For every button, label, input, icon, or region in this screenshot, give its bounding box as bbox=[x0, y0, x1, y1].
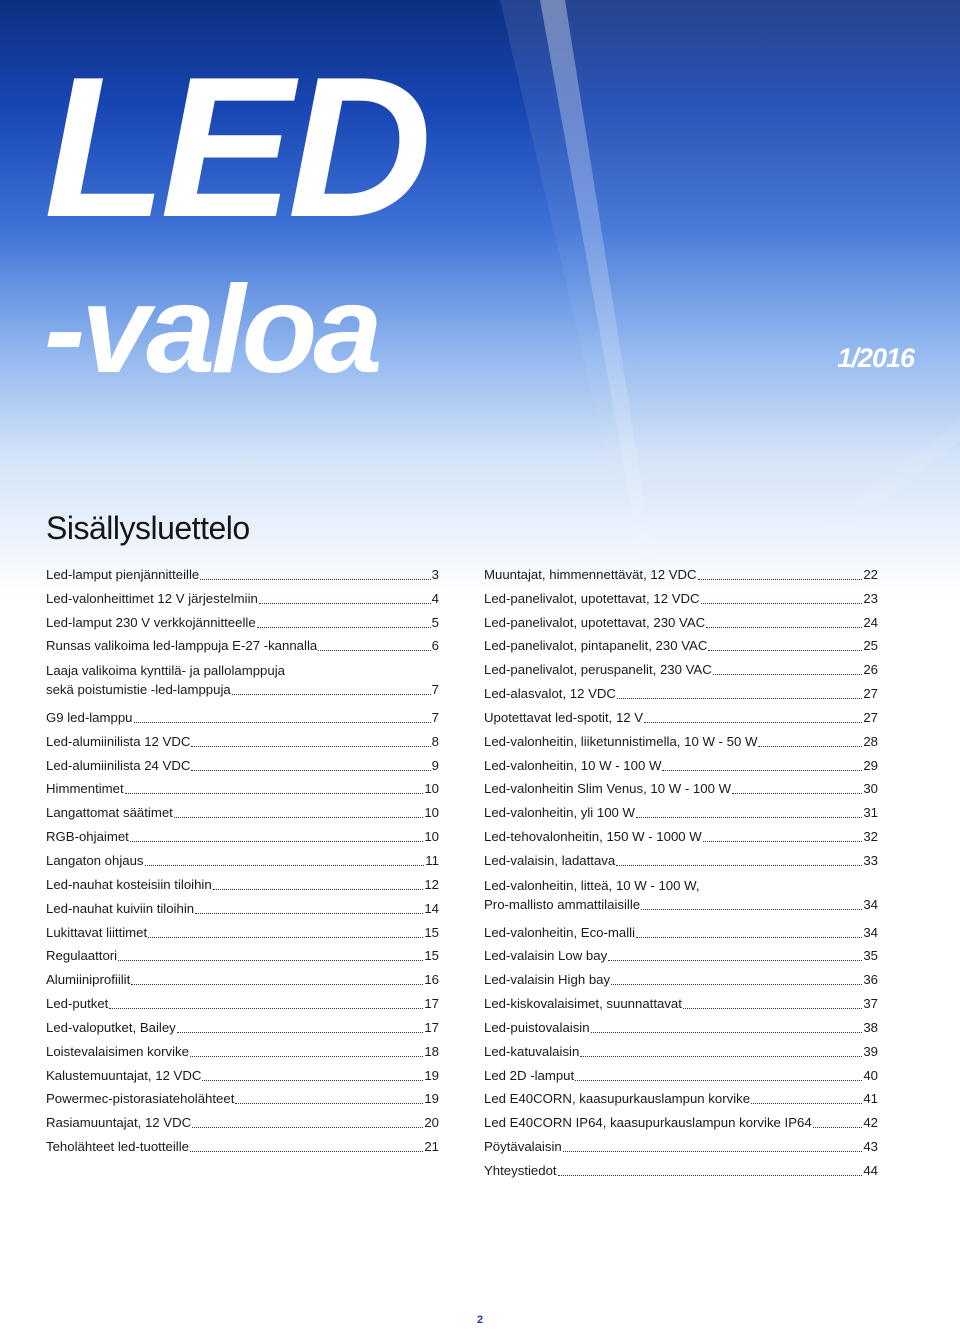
toc-entry bbox=[484, 822, 878, 846]
toc-dot-leader bbox=[558, 1164, 863, 1176]
toc-entry bbox=[484, 1085, 878, 1109]
toc-entry bbox=[46, 989, 439, 1013]
toc-entry bbox=[484, 751, 878, 775]
toc-dot-leader bbox=[318, 639, 430, 651]
toc-dot-leader bbox=[235, 1092, 423, 1104]
toc-entry bbox=[46, 727, 439, 751]
toc-entry-page: 35 bbox=[863, 948, 878, 964]
toc-entry-text: Led-nauhat kuiviin tiloihin bbox=[46, 900, 195, 916]
toc-entry-text: Led-valonheitin, liiketunnistimella, 10 W - 50 W bbox=[484, 733, 758, 749]
toc-entry-text: Led-valaisin High bay bbox=[484, 972, 611, 988]
toc-entry-text: Led 2D -lamput bbox=[484, 1067, 575, 1083]
toc-entry-row bbox=[46, 828, 439, 845]
toc-entry-text: Upotettavat led-spotit, 12 V bbox=[484, 709, 644, 725]
toc-entry-page: 28 bbox=[863, 733, 878, 749]
toc-entry bbox=[46, 894, 439, 918]
toc-entry-page: 11 bbox=[425, 852, 439, 868]
toc-dot-leader bbox=[703, 830, 863, 842]
cover-title-valoa: -valoa bbox=[44, 261, 379, 399]
toc-dot-leader bbox=[195, 902, 423, 914]
toc-entry-row bbox=[484, 852, 878, 869]
toc-entry-page: 22 bbox=[863, 566, 878, 582]
toc-entry-row bbox=[46, 780, 439, 797]
toc-dot-leader bbox=[118, 949, 423, 961]
toc-entry-row bbox=[484, 924, 878, 941]
toc-entry-text: Runsas valikoima led-lamppuja E-27 -kannalla bbox=[46, 638, 318, 654]
toc-entry-page: 4 bbox=[431, 590, 439, 606]
toc-dot-leader bbox=[758, 735, 862, 747]
toc-entry-text: Led-valonheitin, yli 100 W bbox=[484, 805, 636, 821]
toc-entry-page: 23 bbox=[863, 590, 878, 606]
toc-entry-text: Led-valonheitin, Eco-malli bbox=[484, 924, 635, 940]
toc-dot-leader bbox=[708, 639, 862, 651]
toc-entry-page: 25 bbox=[863, 638, 878, 654]
toc-entry-page: 32 bbox=[863, 829, 878, 845]
toc-entry-text: Led-lamput pienjännitteille bbox=[46, 566, 200, 582]
toc-entry-row bbox=[484, 614, 878, 631]
toc-entry-text: Kalustemuuntajat, 12 VDC bbox=[46, 1067, 202, 1083]
toc-dot-leader bbox=[200, 568, 430, 580]
toc-dot-leader bbox=[698, 568, 863, 580]
toc-entry-page: 20 bbox=[424, 1115, 439, 1131]
toc-entry bbox=[484, 608, 878, 632]
toc-entry-page: 34 bbox=[863, 924, 878, 940]
toc-entry-page: 10 bbox=[424, 805, 439, 821]
toc-dot-leader bbox=[575, 1069, 862, 1081]
toc-entry-row bbox=[46, 1043, 439, 1060]
toc-entry bbox=[484, 632, 878, 656]
toc-dot-leader bbox=[191, 735, 430, 747]
toc-entry-page: 12 bbox=[424, 876, 439, 892]
toc-entry-page: 15 bbox=[424, 924, 439, 940]
toc-entry-page: 42 bbox=[863, 1115, 878, 1131]
toc-entry-text: Led-alasvalot, 12 VDC bbox=[484, 686, 616, 702]
toc-entry-page: 6 bbox=[431, 638, 439, 654]
toc-entry-text: RGB-ohjaimet bbox=[46, 829, 129, 845]
toc-entry bbox=[46, 798, 439, 822]
toc-entry-row bbox=[484, 780, 878, 797]
toc-dot-leader bbox=[177, 1021, 424, 1033]
toc-dot-leader bbox=[145, 854, 425, 866]
toc-entry bbox=[484, 1108, 878, 1132]
toc-entry bbox=[484, 1037, 878, 1061]
toc-entry-row bbox=[46, 924, 439, 941]
toc-dot-leader bbox=[641, 898, 862, 910]
toc-entry bbox=[484, 703, 878, 727]
toc-entry bbox=[46, 1085, 439, 1109]
toc-entry bbox=[46, 751, 439, 775]
toc-entry-text: Led-puistovalaisin bbox=[484, 1019, 590, 1035]
toc-dot-leader bbox=[636, 926, 862, 938]
toc-entry-text: Pöytävalaisin bbox=[484, 1139, 562, 1155]
toc-dot-leader bbox=[130, 830, 424, 842]
toc-entry-text: Alumiiniprofiilit bbox=[46, 972, 131, 988]
toc-dot-leader bbox=[190, 1045, 423, 1057]
toc-dot-leader bbox=[701, 592, 863, 604]
toc-entry bbox=[484, 870, 878, 918]
toc-entry-row bbox=[46, 566, 439, 583]
toc-dot-leader bbox=[192, 1116, 423, 1128]
toc-column-right bbox=[484, 560, 878, 1180]
toc-entry-row bbox=[46, 971, 439, 988]
toc-entry-page: 17 bbox=[424, 996, 439, 1012]
toc-entry-text: Led-valonheittimet 12 V järjestelmiin bbox=[46, 590, 258, 606]
toc-entry-row bbox=[484, 566, 878, 583]
toc-entry-row bbox=[484, 1067, 878, 1084]
toc-entry bbox=[484, 965, 878, 989]
toc-dot-leader bbox=[662, 759, 862, 771]
toc-entry-page: 21 bbox=[424, 1139, 439, 1155]
toc-entry-text-line1: Led-valonheitin, litteä, 10 W - 100 W, bbox=[484, 877, 700, 893]
toc-entry bbox=[46, 1061, 439, 1085]
toc-entry-row bbox=[484, 757, 878, 774]
toc-entry-row bbox=[46, 876, 439, 893]
toc-entry bbox=[46, 846, 439, 870]
toc-entry-text: Led-valaisin, ladattava bbox=[484, 852, 616, 868]
toc-dot-leader bbox=[732, 782, 862, 794]
toc-dot-leader bbox=[683, 997, 862, 1009]
toc-entry-row bbox=[484, 1138, 878, 1155]
toc-dot-leader bbox=[190, 1140, 423, 1152]
toc-entry-row bbox=[46, 637, 439, 654]
toc-entry-text-line1: Laaja valikoima kynttilä- ja pallolamppuja bbox=[46, 663, 285, 679]
toc-entry-text: sekä poistumistie -led-lamppuja bbox=[46, 682, 231, 698]
toc-entry-page: 27 bbox=[863, 709, 878, 725]
toc-entry-text: Lukittavat liittimet bbox=[46, 924, 148, 940]
toc-dot-leader bbox=[174, 806, 424, 818]
page-number: 2 bbox=[476, 1314, 484, 1326]
toc-entry-text: Led-alumiinilista 12 VDC bbox=[46, 733, 191, 749]
toc-dot-leader bbox=[202, 1069, 423, 1081]
toc-dot-leader bbox=[616, 854, 862, 866]
toc-entry-page: 31 bbox=[863, 805, 878, 821]
toc-entry-row bbox=[484, 804, 878, 821]
toc-dot-leader bbox=[636, 806, 862, 818]
toc-entry-row bbox=[484, 947, 878, 964]
toc-entry bbox=[46, 655, 439, 703]
toc-entry-text: Led-nauhat kosteisiin tiloihin bbox=[46, 876, 212, 892]
toc-entry-row bbox=[46, 1090, 439, 1107]
toc-entry-page: 39 bbox=[863, 1043, 878, 1059]
toc-entry-row bbox=[46, 1114, 439, 1131]
toc-entry-text: Led-valonheitin, 10 W - 100 W bbox=[484, 757, 662, 773]
toc-entry-text: Pro-mallisto ammattilaisille bbox=[484, 896, 641, 912]
toc-dot-leader bbox=[617, 687, 862, 699]
toc-entry-row bbox=[484, 1114, 878, 1131]
toc-entry-row bbox=[484, 685, 878, 702]
toc-entry-page: 40 bbox=[863, 1067, 878, 1083]
toc-entry-page: 19 bbox=[424, 1067, 439, 1083]
toc-entry-text: Regulaattori bbox=[46, 948, 118, 964]
toc-entry-text: Led-katuvalaisin bbox=[484, 1043, 580, 1059]
cover-title-led: LED bbox=[44, 36, 426, 259]
toc-entry-page: 8 bbox=[431, 733, 439, 749]
toc-entry-text: Teholähteet led-tuotteille bbox=[46, 1139, 189, 1155]
toc-dot-leader bbox=[706, 616, 862, 628]
toc-entry-page: 10 bbox=[424, 781, 439, 797]
toc-entry-page: 34 bbox=[863, 896, 878, 912]
toc-column-left bbox=[46, 560, 439, 1156]
toc-entry-row bbox=[484, 1090, 878, 1107]
toc-dot-leader bbox=[563, 1140, 863, 1152]
toc-entry-row bbox=[484, 896, 878, 913]
toc-dot-leader bbox=[713, 663, 863, 675]
toc-dot-leader bbox=[148, 926, 423, 938]
issue-number: 1/2016 bbox=[837, 343, 914, 373]
toc-entry bbox=[46, 870, 439, 894]
toc-entry bbox=[484, 775, 878, 799]
toc-entry-page: 7 bbox=[431, 709, 439, 725]
toc-entry-row bbox=[484, 590, 878, 607]
toc-entry bbox=[484, 1132, 878, 1156]
toc-entry-text: Led E40CORN, kaasupurkauslampun korvike bbox=[484, 1091, 751, 1107]
toc-entry-row bbox=[46, 947, 439, 964]
toc-entry-text: Langaton ohjaus bbox=[46, 852, 144, 868]
toc-dot-leader bbox=[134, 711, 431, 723]
toc-entry bbox=[46, 775, 439, 799]
toc-entry-text: Led E40CORN IP64, kaasupurkauslampun korvike IP64 bbox=[484, 1115, 812, 1131]
toc-entry-row bbox=[46, 614, 439, 631]
toc-dot-leader bbox=[125, 782, 424, 794]
toc-entry-page: 9 bbox=[431, 757, 439, 773]
toc-entry-row bbox=[46, 995, 439, 1012]
toc-entry-page: 30 bbox=[863, 781, 878, 797]
toc-entry bbox=[46, 703, 439, 727]
toc-entry bbox=[484, 1013, 878, 1037]
toc-dot-leader bbox=[257, 616, 431, 628]
toc-entry bbox=[46, 584, 439, 608]
toc-dot-leader bbox=[109, 997, 423, 1009]
toc-entry-row bbox=[484, 733, 878, 750]
toc-entry-row bbox=[484, 661, 878, 678]
toc-entry bbox=[484, 1061, 878, 1085]
toc-entry bbox=[46, 560, 439, 584]
toc-entry-text: Led-panelivalot, pintapanelit, 230 VAC bbox=[484, 638, 708, 654]
toc-entry-text: Led-panelivalot, upotettavat, 230 VAC bbox=[484, 614, 706, 630]
toc-entry-row bbox=[484, 995, 878, 1012]
toc-entry-text: Led-tehovalonheitin, 150 W - 1000 W bbox=[484, 829, 702, 845]
toc-entry bbox=[46, 1108, 439, 1132]
toc-entry-page: 3 bbox=[431, 566, 439, 582]
toc-dot-leader bbox=[191, 759, 430, 771]
toc-entry bbox=[46, 965, 439, 989]
toc-entry-page: 14 bbox=[424, 900, 439, 916]
toc-entry bbox=[46, 822, 439, 846]
toc-entry bbox=[484, 655, 878, 679]
toc-entry bbox=[484, 942, 878, 966]
toc-entry bbox=[46, 1013, 439, 1037]
toc-dot-leader bbox=[232, 683, 431, 695]
toc-entry-row bbox=[46, 1138, 439, 1155]
toc-entry-page: 15 bbox=[424, 948, 439, 964]
toc-entry-page: 16 bbox=[424, 972, 439, 988]
toc-entry-page: 38 bbox=[863, 1019, 878, 1035]
toc-entry bbox=[484, 679, 878, 703]
toc-entry-page: 41 bbox=[863, 1091, 878, 1107]
toc-entry-page: 7 bbox=[431, 682, 439, 698]
toc-entry-text: Led-valaisin Low bay bbox=[484, 948, 608, 964]
toc-entry-row bbox=[484, 637, 878, 654]
toc-entry bbox=[484, 918, 878, 942]
toc-entry-text: Rasiamuuntajat, 12 VDC bbox=[46, 1115, 192, 1131]
toc-entry-page: 5 bbox=[431, 614, 439, 630]
toc-entry-text: Led-kiskovalaisimet, suunnattavat bbox=[484, 996, 682, 1012]
toc-entry-text: Led-valonheitin Slim Venus, 10 W - 100 W bbox=[484, 781, 732, 797]
toc-entry-row bbox=[46, 590, 439, 607]
toc-entry-page: 29 bbox=[863, 757, 878, 773]
toc-entry-row bbox=[484, 1162, 878, 1179]
toc-entry-row bbox=[46, 900, 439, 917]
toc-entry-text: Led-putket bbox=[46, 996, 109, 1012]
toc-entry-page: 44 bbox=[863, 1162, 878, 1178]
toc-entry-page: 19 bbox=[424, 1091, 439, 1107]
toc-entry-row bbox=[484, 709, 878, 726]
toc-entry-row bbox=[46, 1019, 439, 1036]
toc-dot-leader bbox=[611, 973, 862, 985]
toc-entry-page: 33 bbox=[863, 852, 878, 868]
toc-dot-leader bbox=[580, 1045, 862, 1057]
toc-entry-page: 10 bbox=[424, 829, 439, 845]
toc-entry-page: 24 bbox=[863, 614, 878, 630]
toc-dot-leader bbox=[591, 1021, 863, 1033]
toc-entry bbox=[484, 584, 878, 608]
toc-entry-text: Himmentimet bbox=[46, 781, 124, 797]
toc-entry-page: 27 bbox=[863, 686, 878, 702]
toc-entry-page: 43 bbox=[863, 1139, 878, 1155]
toc-entry bbox=[484, 846, 878, 870]
toc-entry bbox=[46, 1037, 439, 1061]
toc-entry-text: G9 led-lamppu bbox=[46, 709, 133, 725]
toc-entry-row bbox=[46, 852, 439, 869]
toc-entry bbox=[46, 942, 439, 966]
toc-dot-leader bbox=[213, 878, 424, 890]
toc-dot-leader bbox=[608, 949, 862, 961]
toc-entry bbox=[46, 1132, 439, 1156]
toc-entry-page: 26 bbox=[863, 662, 878, 678]
toc-entry-text: Led-lamput 230 V verkkojännitteelle bbox=[46, 614, 256, 630]
toc-entry-text: Led-panelivalot, peruspanelit, 230 VAC bbox=[484, 662, 712, 678]
toc-entry-row bbox=[46, 1067, 439, 1084]
toc-dot-leader bbox=[751, 1092, 862, 1104]
toc-entry-text: Led-panelivalot, upotettavat, 12 VDC bbox=[484, 590, 700, 606]
toc-entry bbox=[46, 632, 439, 656]
toc-entry-text: Led-alumiinilista 24 VDC bbox=[46, 757, 191, 773]
toc-heading: Sisällysluettelo bbox=[46, 510, 250, 546]
toc-entry-text: Led-valoputket, Bailey bbox=[46, 1019, 176, 1035]
toc-entry bbox=[46, 918, 439, 942]
toc-entry-text: Muuntajat, himmennettävät, 12 VDC bbox=[484, 566, 697, 582]
toc-entry-row bbox=[484, 1019, 878, 1036]
toc-entry-row bbox=[46, 733, 439, 750]
toc-entry-text: Yhteystiedot bbox=[484, 1162, 557, 1178]
toc-entry-page: 37 bbox=[863, 996, 878, 1012]
toc-dot-leader bbox=[131, 973, 423, 985]
toc-entry bbox=[484, 1156, 878, 1180]
toc-entry-page: 18 bbox=[424, 1043, 439, 1059]
toc-dot-leader bbox=[259, 592, 431, 604]
toc-entry bbox=[484, 989, 878, 1013]
toc-dot-leader bbox=[813, 1116, 863, 1128]
toc-entry-text: Powermec-pistorasiateholähteet bbox=[46, 1091, 235, 1107]
toc-entry-row bbox=[484, 971, 878, 988]
toc-entry bbox=[46, 608, 439, 632]
toc-entry-row bbox=[484, 1043, 878, 1060]
toc-entry-page: 36 bbox=[863, 972, 878, 988]
toc-entry bbox=[484, 798, 878, 822]
toc-entry-row bbox=[46, 757, 439, 774]
toc-entry-row bbox=[46, 804, 439, 821]
toc-entry bbox=[484, 560, 878, 584]
toc-entry-text: Loistevalaisimen korvike bbox=[46, 1043, 189, 1059]
toc-entry-page: 17 bbox=[424, 1019, 439, 1035]
toc-dot-leader bbox=[644, 711, 862, 723]
toc-entry-row bbox=[484, 828, 878, 845]
toc-entry-row bbox=[46, 681, 439, 698]
toc-entry-text: Langattomat säätimet bbox=[46, 805, 173, 821]
toc-entry bbox=[484, 727, 878, 751]
toc-entry-row bbox=[46, 709, 439, 726]
